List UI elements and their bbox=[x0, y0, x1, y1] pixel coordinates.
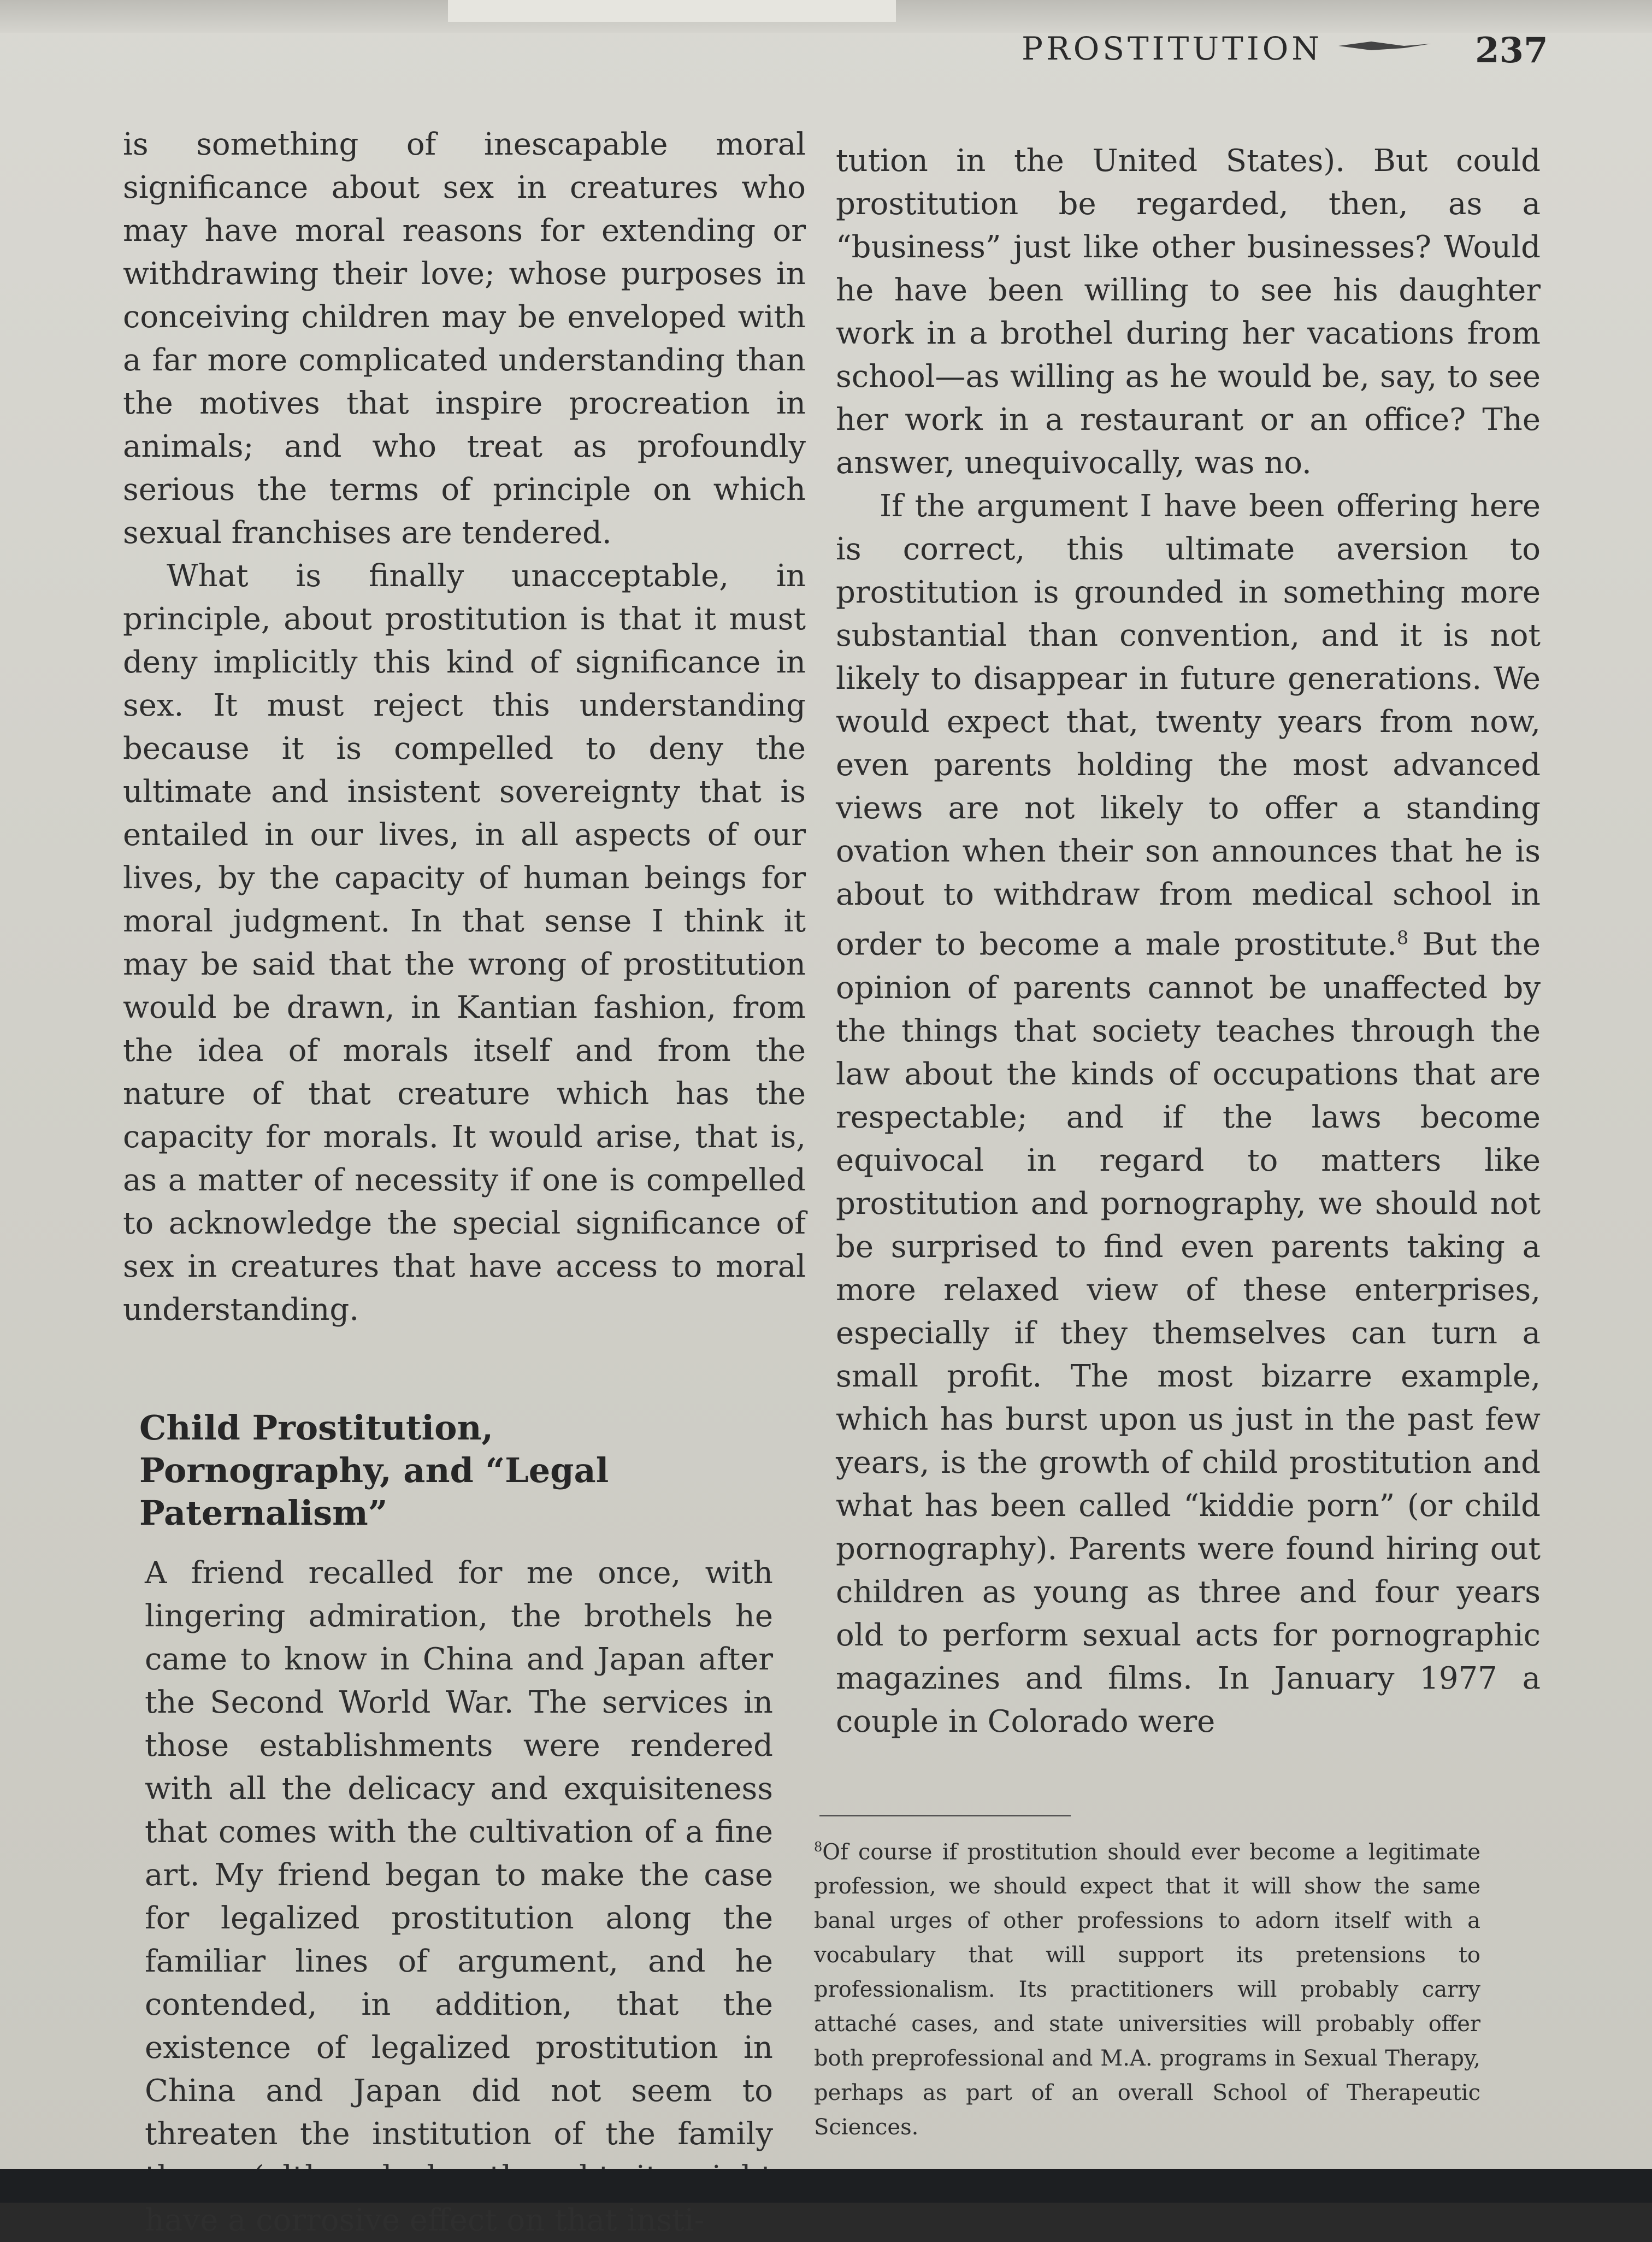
footnote-paragraph bbox=[814, 1830, 1480, 2145]
right-paragraph-1: tution in the United States). But could prostitution be regarded, then, as a “business” just like other businesses? Would he have been willing to see his daughter work in a brothel during her vacations from school—as willing as he would be, say, to see her work in a restaurant or an office? The answer, unequivocally, was no. bbox=[836, 143, 1541, 481]
left-paragraph-2: What is finally unacceptable, in principle, about prostitution is that it must deny implicitly this kind of significance in sex. It must reject this understanding because it is compelled to deny the ultimate and insistent sovereignty that is entailed in our lives, in all aspects of our lives, by the capacity of human beings for moral judgment. In that sense I think it may be said that the wrong of prostitution would be drawn, in Kantian fashion, from the idea of morals itself and from the nature of that creature which has the capacity for morals. It would arise, that is, as a matter of necessity if one is compelled to acknowledge the special significance of sex in creatures that have access to moral understanding. bbox=[123, 558, 806, 1328]
left-paragraph-1: is something of inescapable moral significance about sex in creatures who may have moral reasons for extending or withdrawing their love; whose purposes in conceiving children may be enveloped with a far more complicated understanding than the motives that inspire procreation in animals; and who treat as profoundly serious the terms of principle on which sexual franchises are tendered. bbox=[123, 127, 806, 551]
top-edge-tab bbox=[448, 0, 896, 22]
top-edge-strip bbox=[0, 0, 1652, 33]
bottom-screen-bar bbox=[0, 2169, 1652, 2203]
section-heading bbox=[139, 1407, 768, 1535]
running-title: PROSTITUTION bbox=[1022, 30, 1323, 67]
right-paragraph-2 bbox=[836, 485, 1541, 1743]
section-body bbox=[145, 1551, 773, 2242]
left-column bbox=[123, 123, 806, 1331]
page-number: 237 bbox=[1475, 30, 1548, 71]
right-column bbox=[836, 139, 1541, 1743]
right-paragraph-2-part-1: If the argument I have been offering here is correct, this ultimate aversion to prostitution is grounded in something more substantial than convention, and it is not likely to disappear in future generations. We would expect that, twenty years from now, even parents holding the most advanced views are not likely to offer a standing ovation when their son announces that he is about to withdraw from medical school in order to become a male prostitute. bbox=[836, 488, 1541, 963]
section-heading-line-3: Paternalism” bbox=[139, 1493, 388, 1533]
footnote-text: Of course if prostitution should ever become a legitimate profession, we should expect that it will show the same banal urges of other professions to adorn itself with a vocabulary that will support its pretensions to professionalism. Its practitioners will probably carry attaché cases, and state universities will probably offer both preprofessional and M.A. programs in Sexual Therapy, perhaps as part of an overall School of Therapeutic Sciences. bbox=[814, 1839, 1480, 2140]
footnote bbox=[814, 1830, 1480, 2145]
footnote-rule bbox=[819, 1815, 1071, 1816]
footnote-marker: 8 bbox=[814, 1839, 823, 1855]
section-paragraph-1: A friend recalled for me once, with lingering admiration, the brothels he came to know in China and Japan after the Second World War. The services in those establishments were rendered with all the delicacy and exquisiteness that comes with the cultivation of a fine art. My friend began to make the case for legalized prostitution along the familiar lines of argument, and he contended, in addition, that the existence of legalized prostitution in China and Japan did not seem to threaten the institution of the family have a corrosive effect on that insti- bbox=[145, 1555, 773, 2238]
section-heading-line-1: Child Prostitution, bbox=[139, 1408, 494, 1448]
footnote-reference: 8 bbox=[1396, 927, 1409, 948]
header-ornament-icon bbox=[1338, 39, 1431, 52]
right-paragraph-2-part-2: But the opinion of parents cannot be unaffected by the things that society teaches through the law about the kinds of occupations that are respectable; and if the laws become equivocal in regard to matters like prostitution and pornography, we should not be surprised to find even parents taking a more relaxed view of these enterprises, especially if they themselves can turn a small profit. The most bizarre example, which has burst upon us just in the past few years, is the growth of child prostitution and what has been called “kiddie porn” (or child pornography). Parents were found hiring out children as young as three and four years old to perform sexual acts for pornographic magazines and films. In January 1977 a couple in Colorado were bbox=[836, 927, 1541, 1739]
section-heading-line-2: Pornography, and “Legal bbox=[139, 1450, 609, 1490]
